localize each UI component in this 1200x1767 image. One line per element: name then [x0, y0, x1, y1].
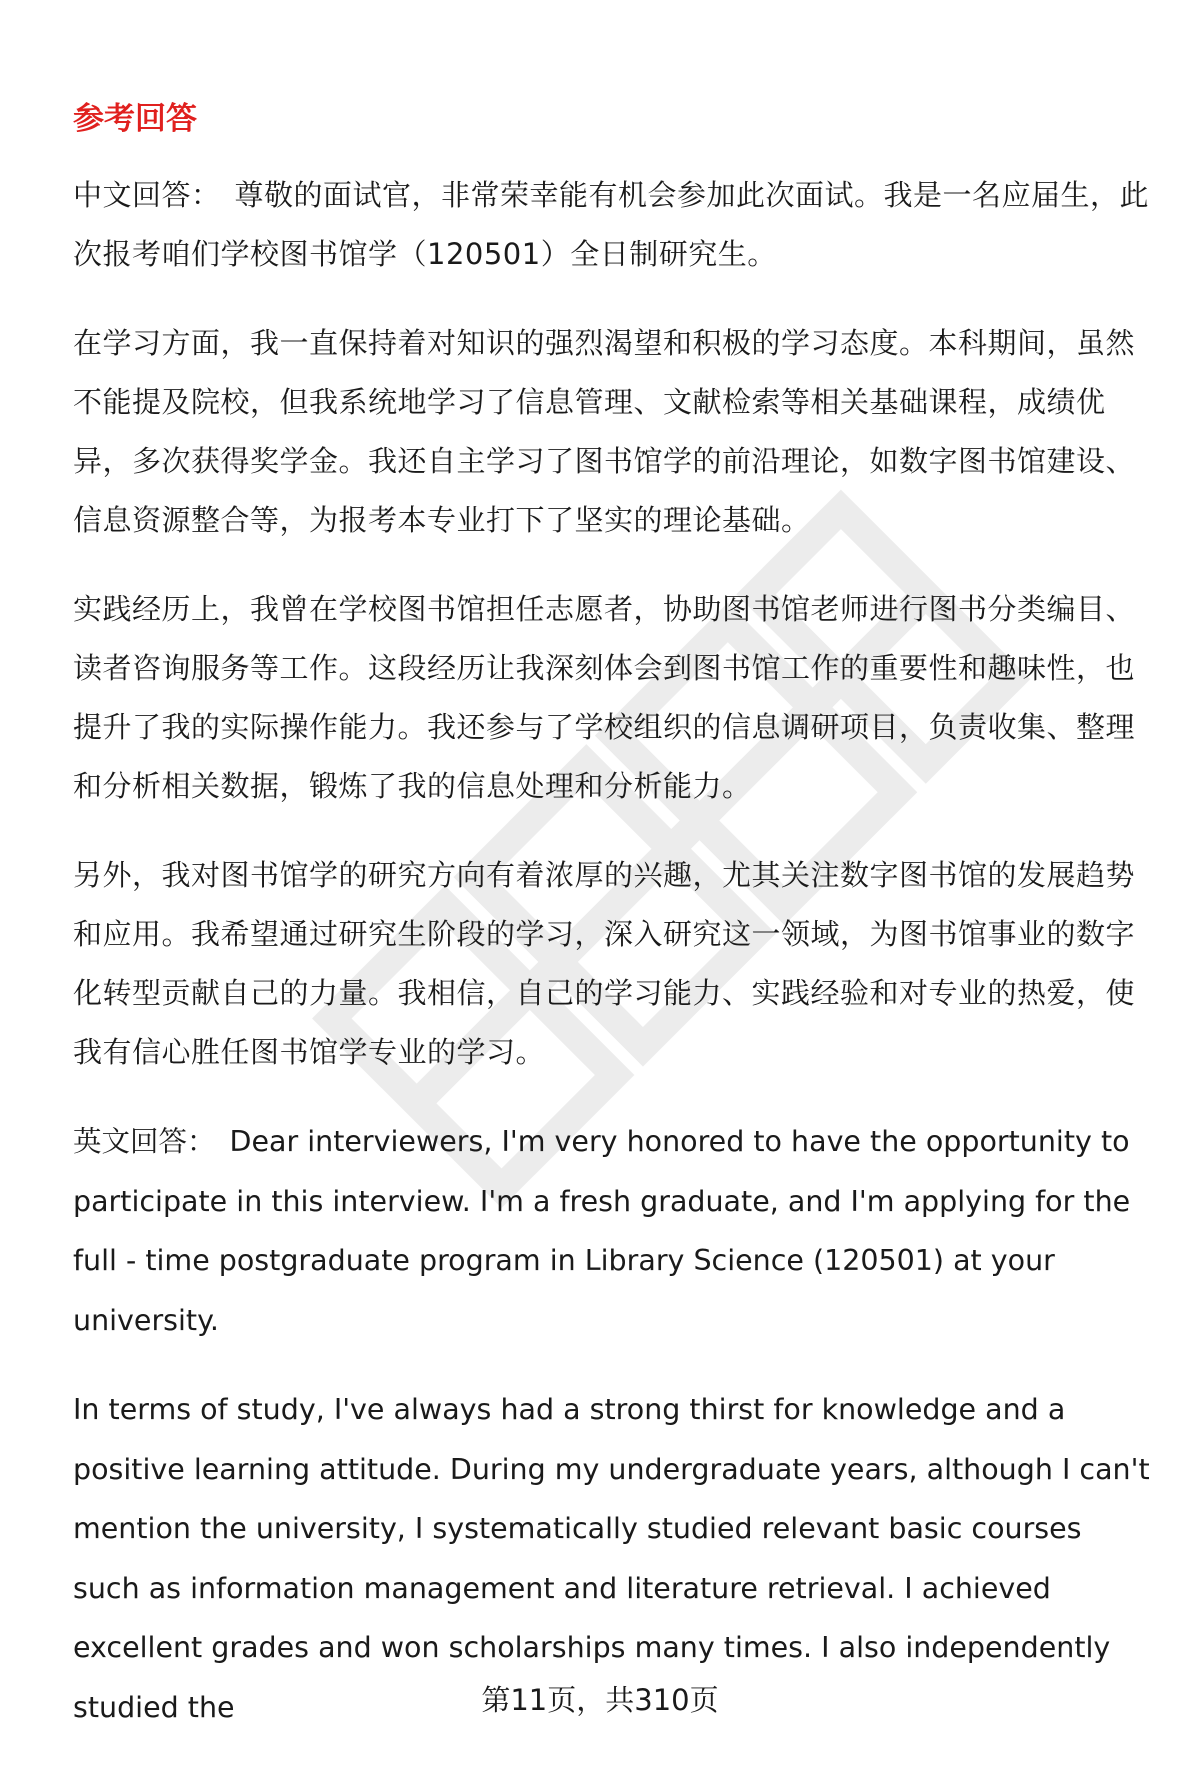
en-paragraph-1-text: Dear interviewers, I'm very honored to have the opportunity to participate in this interview. I'm a fresh graduate, and I'm applying for the full - time postgraduate program in Library Science (120501) at your university. — [73, 1125, 1131, 1337]
page-number-footer: 第11页，共310页 — [481, 1683, 719, 1717]
zh-paragraph-2: 在学习方面，我一直保持着对知识的强烈渴望和积极的学习态度。本科期间，虽然不能提及院校，但我系统地学习了信息管理、文献检索等相关基础课程，成绩优异，多次获得奖学金。我还自主学习了图书馆学的前沿理论，如数字图书馆建设、信息资源整合等，为报考本专业打下了坚实的理论基础。 — [73, 326, 1136, 537]
answer-heading: 参考回答 — [73, 101, 197, 137]
en-paragraph-2: In terms of study, I've always had a strong thirst for knowledge and a positive learning attitude. During my undergraduate years, although I can't mention the university, I systematically studied relevant basic courses such as information management and literature retrieval. I achieved excellent grades and won scholarships many times. I also independently studied the — [73, 1393, 1150, 1724]
en-answer-label: 英文回答： — [73, 1125, 216, 1158]
en-paragraph-1 — [73, 1112, 1153, 1350]
zh-paragraph-3: 实践经历上，我曾在学校图书馆担任志愿者，协助图书馆老师进行图书分类编目、读者咨询服务等工作。这段经历让我深刻体会到图书馆工作的重要性和趣味性，也提升了我的实际操作能力。我还参与了学校组织的信息调研项目，负责收集、整理和分析相关数据，锻炼了我的信息处理和分析能力。 — [73, 592, 1136, 803]
zh-answer-label: 中文回答： — [73, 178, 221, 212]
zh-paragraph-1-text: 尊敬的面试官，非常荣幸能有机会参加此次面试。我是一名应届生，此次报考咱们学校图书馆学（120501）全日制研究生。 — [73, 178, 1150, 271]
zh-paragraph-4: 另外，我对图书馆学的研究方向有着浓厚的兴趣，尤其关注数字图书馆的发展趋势和应用。我希望通过研究生阶段的学习，深入研究这一领域，为图书馆事业的数字化转型贡献自己的力量。我相信，自己的学习能力、实践经验和对专业的热爱，使我有信心胜任图书馆学专业的学习。 — [73, 858, 1136, 1069]
zh-paragraph-1 — [73, 166, 1153, 284]
document-body — [73, 92, 1153, 1767]
